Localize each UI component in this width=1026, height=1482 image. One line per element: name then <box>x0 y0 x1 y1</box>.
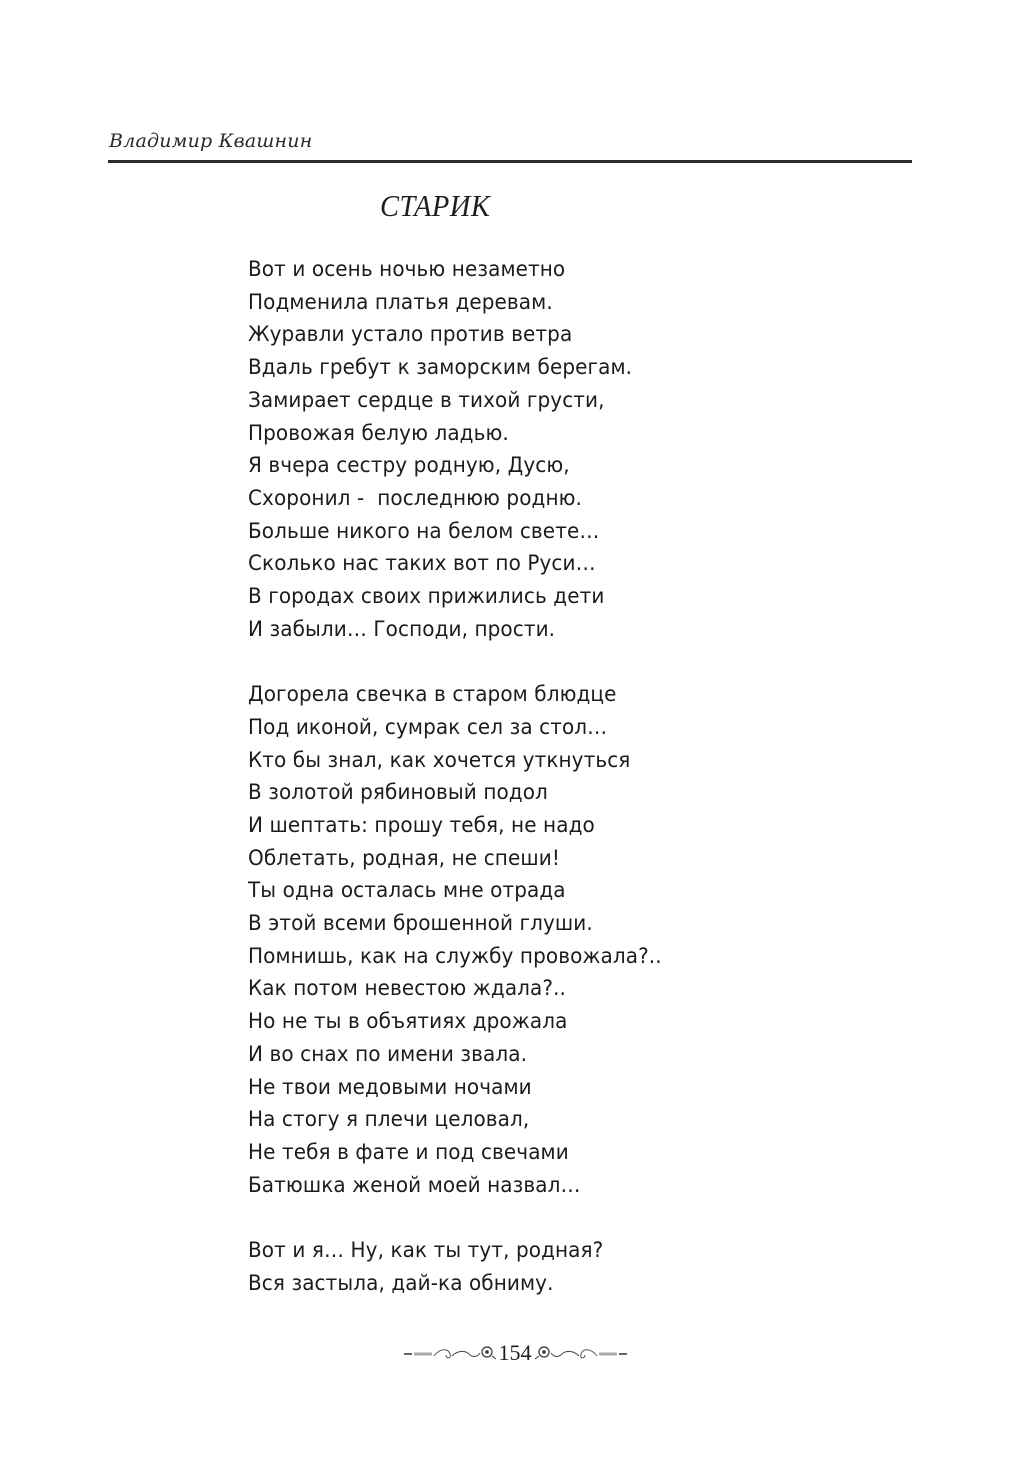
stanza-3 <box>248 1235 693 1300</box>
floral-ornament-right-icon <box>534 1344 629 1362</box>
poem-line: Как потом невестою ждала?.. <box>248 976 567 1002</box>
poem-line: И во снах по имени звала. <box>248 1041 528 1067</box>
stanza-1 <box>248 254 693 646</box>
poem-line: Вся застыла, дай-ка обниму. <box>248 1270 554 1296</box>
poem-line: Вдаль гребут к заморским берегам. <box>248 355 633 381</box>
poem-line: Я вчера сестру родную, Дусю, <box>248 453 570 479</box>
poem-line: Не твои медовыми ночами <box>248 1074 532 1100</box>
poem-line: Не тебя в фате и под свечами <box>248 1139 569 1165</box>
poem-line: В этой всеми брошенной глуши. <box>248 911 593 937</box>
floral-ornament-left-icon <box>402 1344 497 1362</box>
poem-line: Подменила платья деревам. <box>248 289 553 315</box>
poem-line: Кто бы знал, как хочется уткнуться <box>248 747 631 773</box>
page-number: 154 <box>498 1340 532 1365</box>
poem-line: Вот и я… Ну, как ты тут, родная? <box>248 1238 604 1264</box>
poem-line: На стогу я плечи целовал, <box>248 1107 530 1133</box>
poem-line: Замирает сердце в тихой грусти, <box>248 387 605 413</box>
poem-line: Батюшка женой моей назвал… <box>248 1172 581 1198</box>
poem-line: Но не ты в объятиях дрожала <box>248 1009 568 1035</box>
poem-line: Сколько нас таких вот по Руси… <box>248 551 596 577</box>
page-footer <box>400 1338 630 1368</box>
poem-line: Под иконой, сумрак сел за стол… <box>248 714 608 740</box>
poem-line: Догорела свечка в старом блюдце <box>248 682 617 708</box>
poem-line: Схоронил - последнюю родню. <box>248 485 583 511</box>
poem-body <box>248 254 693 1300</box>
running-head-author: Владимир Квашнин <box>109 130 313 152</box>
poem-line: Ты одна осталась мне отрада <box>248 878 566 904</box>
stanza-2 <box>248 679 693 1202</box>
poem-line: В городах своих прижились дети <box>248 584 605 610</box>
poem-line: Журавли устало против ветра <box>248 322 573 348</box>
poem-line: В золотой рябиновый подол <box>248 780 548 806</box>
poem-line: Вот и осень ночью незаметно <box>248 257 566 282</box>
poem-line: Облетать, родная, не спеши! <box>248 845 560 871</box>
poem-line: Помнишь, как на службу провожала?.. <box>248 943 662 969</box>
poem-line: Больше никого на белом свете… <box>248 518 600 544</box>
poem-line: И забыли… Господи, прости. <box>248 616 556 642</box>
header-rule <box>108 160 912 163</box>
poem-title: СТАРИК <box>380 188 491 223</box>
poem-line: Провожая белую ладью. <box>248 420 509 446</box>
poem-line: И шептать: прошу тебя, не надо <box>248 812 595 838</box>
